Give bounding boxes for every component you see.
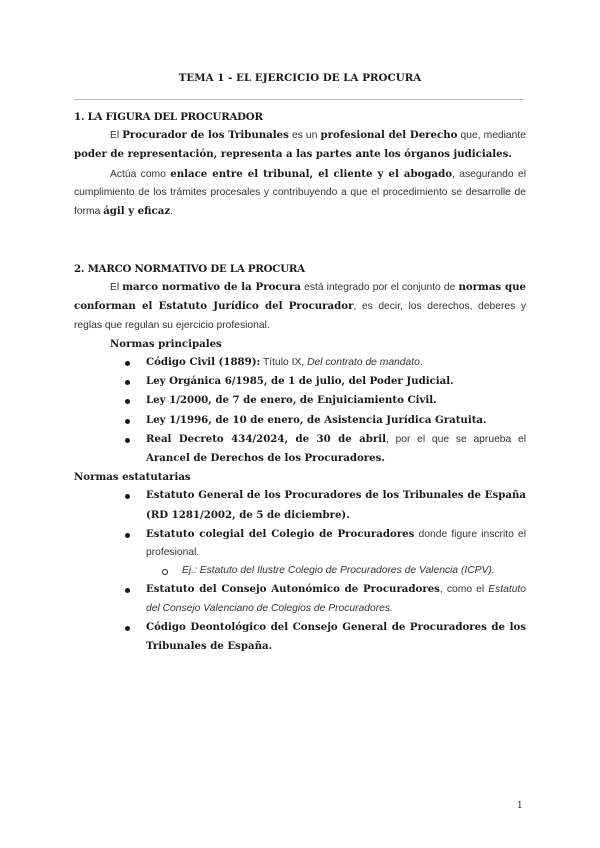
bold-text: Procurador de los Tribunales	[122, 129, 289, 142]
bold-text: Estatuto colegial del Colegio de Procuradores	[146, 527, 415, 540]
italic-text: Ej.:	[182, 565, 197, 577]
bold-text: ágil y eficaz	[103, 205, 171, 218]
italic-text: Estatuto del Ilustre Colegio de Procuradores de Valencia (ICPV).	[196, 565, 495, 577]
list-item	[74, 391, 526, 410]
list-item	[74, 353, 526, 372]
section-1	[74, 108, 526, 221]
bold-text: Ley 1/1996, de 10 de enero, de Asistencia Jurídica Gratuita.	[146, 413, 487, 426]
text: , por el que se aprueba el	[385, 433, 526, 445]
bullet-icon	[125, 626, 130, 631]
text: está integrado por el conjunto de	[300, 282, 459, 294]
text: El	[110, 130, 123, 142]
bold-text: Estatuto del Consejo Autonómico de Procuradores	[146, 583, 440, 596]
text: , asegurando el cumplimiento de los trámites procesales y contribuyendo a que el procedimiento se desarrolle de forma	[74, 168, 526, 218]
bullet-icon	[125, 361, 130, 366]
title-divider	[74, 99, 524, 100]
list-item	[74, 430, 526, 468]
section-1-paragraph-1	[74, 126, 526, 164]
text: Título IX,	[260, 357, 308, 369]
text: donde figure inscrito el profesional.	[146, 528, 526, 559]
bold-text: normas que conforman el Estatuto Jurídico del Procurador	[74, 281, 526, 313]
text: .	[419, 357, 423, 369]
bold-text: Código Civil (1889):	[146, 356, 261, 369]
normas-estatutarias-heading: Normas estatutarias	[74, 471, 191, 484]
list-item	[74, 618, 526, 656]
bold-text: Ley Orgánica 6/1985, de 1 de julio, del Poder Judicial.	[146, 375, 454, 388]
bullet-icon	[125, 438, 130, 443]
section-2-heading: 2. MARCO NORMATIVO DE LA PROCURA	[74, 263, 305, 275]
bullet-icon	[125, 533, 130, 538]
bullet-icon	[125, 588, 130, 593]
bold-text: Ley 1/2000, de 7 de enero, de Enjuiciamiento Civil.	[146, 394, 437, 407]
bullet-icon	[125, 399, 130, 404]
section-2	[74, 260, 526, 656]
hollow-bullet-icon	[162, 569, 168, 575]
bullet-icon	[125, 380, 130, 385]
bold-text: Arancel de Derechos de los Procuradores.	[146, 452, 385, 465]
italic-text: Del contrato de mandato	[307, 357, 420, 369]
normas-principales-heading: Normas principales	[110, 337, 222, 350]
list-item	[74, 525, 526, 562]
list-item	[74, 372, 526, 391]
text: .	[170, 206, 174, 218]
text: El	[110, 282, 123, 294]
italic-text: Estatuto del Consejo Valenciano de Colegios de Procuradores.	[146, 584, 527, 614]
text: , como el	[439, 584, 489, 596]
bold-text: profesional del Derecho	[320, 129, 458, 142]
text: Actúa como	[110, 168, 171, 180]
bullet-icon	[125, 419, 130, 424]
section-1-paragraph-2	[74, 165, 526, 222]
document-title: TEMA 1 - EL EJERCICIO DE LA PROCURA	[178, 72, 422, 84]
bold-text: marco normativo de la Procura	[122, 281, 301, 294]
bold-text: enlace entre el tribunal, el cliente y el abogado	[170, 167, 453, 180]
bold-text: Real Decreto 434/2024, de 30 de abril	[146, 432, 386, 445]
normas-principales-list	[74, 353, 526, 468]
text: es un	[288, 130, 321, 142]
normas-estatutarias-list	[74, 486, 526, 656]
sub-list-item	[74, 562, 526, 580]
list-item	[74, 580, 526, 617]
section-2-paragraph-1	[74, 278, 526, 335]
bold-text: Código Deontológico del Consejo General de Procuradores de los Tribunales de España.	[146, 620, 526, 653]
bullet-icon	[125, 494, 130, 499]
list-item	[74, 486, 526, 524]
text: , es decir, los derechos, deberes y reglas que regulan su ejercicio profesional.	[74, 301, 526, 331]
text: que, mediante	[457, 130, 526, 142]
bold-text: poder de representación, representa a las partes ante los órganos judiciales.	[74, 148, 512, 161]
list-item	[74, 411, 526, 430]
bold-text: Estatuto General de los Procuradores de los Tribunales de España (RD 1281/2002, de 5 de diciembre).	[146, 489, 526, 521]
page-number: 1	[517, 801, 523, 811]
section-1-heading: 1. LA FIGURA DEL PROCURADOR	[74, 111, 263, 123]
